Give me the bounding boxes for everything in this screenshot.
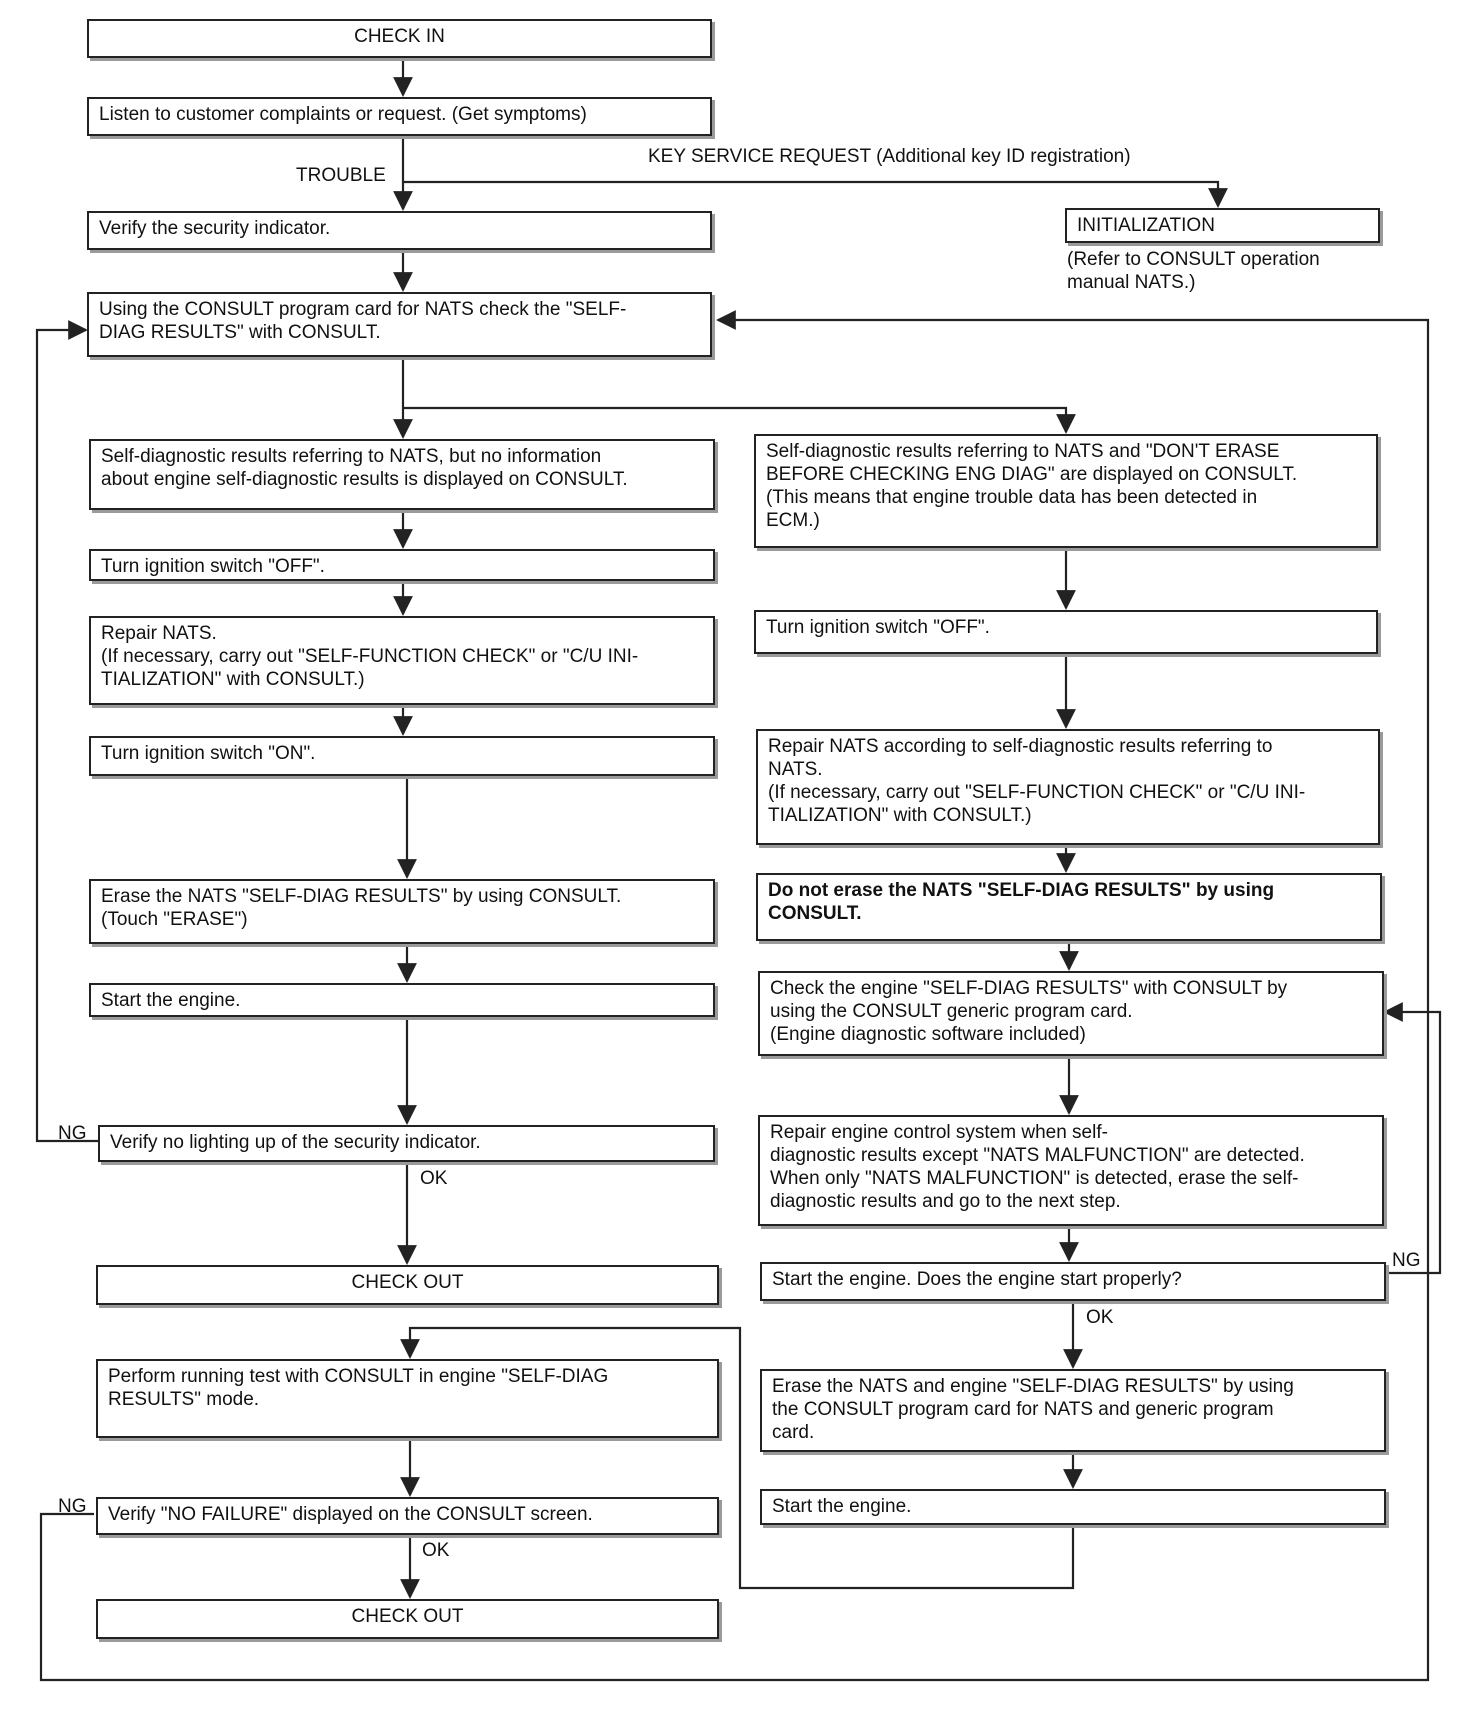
arrow-split-right (403, 408, 1066, 432)
ok-label-left-2: OK (422, 1540, 450, 1561)
right-check-engine-box: Check the engine "SELF-DIAG RESULTS" with CONSULT by using the CONSULT generic program card. (Engine diagnostic software included) (758, 971, 1384, 1056)
key-service-request-label: KEY SERVICE REQUEST (Additional key ID registration) (648, 146, 1131, 167)
left-no-failure-box: Verify "NO FAILURE" displayed on the CONSULT screen. (96, 1497, 719, 1535)
arrow-right-ng (1385, 1012, 1440, 1273)
verify-security-box: Verify the security indicator. (87, 211, 712, 250)
left-repair-box: Repair NATS. (If necessary, carry out "SELF-FUNCTION CHECK" or "C/U INI- TIALIZATION" with CONSULT.) (89, 616, 715, 705)
left-erase-box: Erase the NATS "SELF-DIAG RESULTS" by using CONSULT. (Touch "ERASE") (89, 879, 715, 944)
left-start-engine-box: Start the engine. (89, 983, 715, 1017)
left-verify-indicator-box: Verify no lighting up of the security indicator. (98, 1125, 715, 1162)
initialization-reference-note: (Refer to CONSULT operation manual NATS.) (1067, 249, 1320, 293)
left-ignition-on-box: Turn ignition switch "ON". (89, 736, 715, 776)
right-start-engine-box: Start the engine. (760, 1489, 1386, 1525)
trouble-label: TROUBLE (296, 165, 386, 186)
ok-label-right: OK (1086, 1307, 1114, 1328)
left-ignition-off-box: Turn ignition switch "OFF". (89, 549, 715, 581)
listen-box: Listen to customer complaints or request. (Get symptoms) (87, 97, 712, 136)
ok-label-left-1: OK (420, 1168, 448, 1189)
consult-nats-box: Using the CONSULT program card for NATS check the "SELF- DIAG RESULTS" with CONSULT. (87, 292, 712, 357)
right-repair-box: Repair NATS according to self-diagnostic results referring to NATS. (If necessary, carry out "SELF-FUNCTION CHECK" or "C/U INI- TIALIZATION" with CONSULT.) (756, 729, 1380, 845)
right-repair-engine-box: Repair engine control system when self- diagnostic results except "NATS MALFUNCTION" are detected. When only "NATS MALFUNCTION" is detected, erase the self- diagnostic results and go to the next step. (758, 1115, 1384, 1226)
ng-label-right: NG (1392, 1250, 1421, 1271)
left-check-out-box-2: CHECK OUT (96, 1599, 719, 1639)
initialization-box: INITIALIZATION (1065, 208, 1380, 243)
check-in-box: CHECK IN (87, 19, 712, 58)
right-erase-box: Erase the NATS and engine "SELF-DIAG RESULTS" by using the CONSULT program card for NATS and generic program card. (760, 1369, 1386, 1452)
right-start-question-box: Start the engine. Does the engine start properly? (760, 1262, 1386, 1301)
ng-label-left-2: NG (58, 1496, 87, 1517)
right-do-not-erase-box: Do not erase the NATS "SELF-DIAG RESULTS" by using CONSULT. (756, 873, 1382, 941)
left-check-out-box-1: CHECK OUT (96, 1265, 719, 1305)
ng-label-left-1: NG (58, 1123, 87, 1144)
arrow-key-service (403, 182, 1218, 206)
right-ignition-off-box: Turn ignition switch "OFF". (754, 610, 1378, 654)
left-results-box: Self-diagnostic results referring to NATS, but no information about engine self-diagnostic results is displayed on CONSULT. (89, 439, 715, 510)
right-results-box: Self-diagnostic results referring to NATS and "DON'T ERASE BEFORE CHECKING ENG DIAG" are displayed on CONSULT. (This means that engine trouble data has been detected in ECM.) (754, 434, 1378, 548)
left-running-test-box: Perform running test with CONSULT in engine "SELF-DIAG RESULTS" mode. (96, 1359, 719, 1438)
